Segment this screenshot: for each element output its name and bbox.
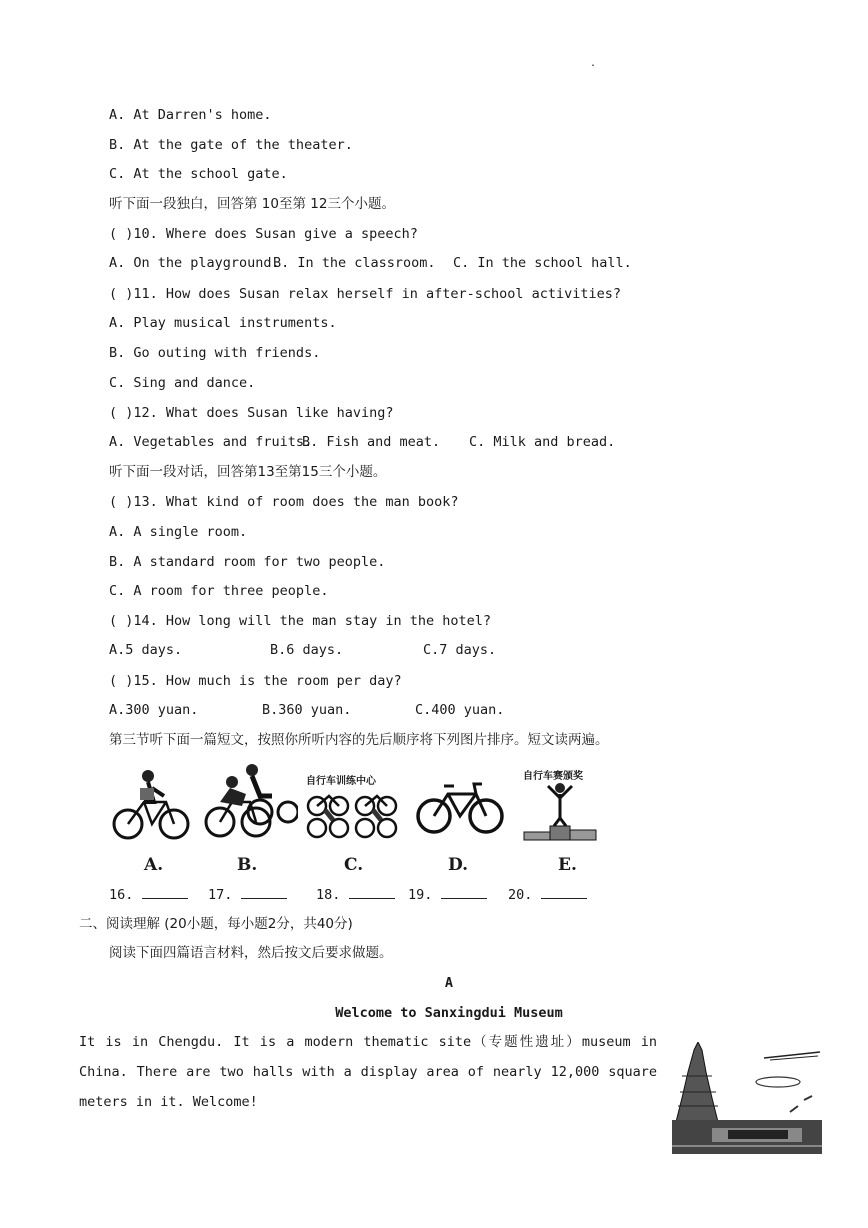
q15-option-a: A.300 yuan.: [109, 702, 199, 718]
q11-option-c: C. Sing and dance.: [109, 375, 256, 391]
q13-stem: ( )13. What kind of room does the man book?: [109, 494, 459, 510]
q10-option-a: A. On the playground.: [109, 255, 280, 271]
q9-option-c: C. At the school gate.: [109, 166, 288, 182]
q11-stem: ( )11. How does Susan relax herself in after-school activities?: [109, 286, 622, 302]
q12-stem: ( )12. What does Susan like having?: [109, 405, 394, 421]
answer-20-blank[interactable]: [541, 886, 587, 899]
q12-option-c: C. Milk and bread.: [469, 434, 616, 450]
answer-17[interactable]: [208, 886, 287, 903]
section3-instruction: 第三节听下面一篇短文，按照你所听内容的先后顺序将下列图片排序。短文读两遍。: [109, 732, 609, 748]
answer-20[interactable]: [508, 886, 587, 903]
part2-instruction: 阅读下面四篇语言材料，然后按文后要求做题。: [109, 945, 393, 961]
picture-label-a: A.: [144, 855, 164, 875]
picture-c-bikes: [305, 786, 399, 846]
answer-18[interactable]: [316, 886, 395, 903]
picture-label-d: D.: [448, 855, 469, 875]
answer-20-number: 20.: [508, 887, 533, 903]
q10-stem: ( )10. Where does Susan give a speech?: [109, 226, 418, 242]
q12-option-a: A. Vegetables and fruits.: [109, 434, 313, 450]
part2-heading: 二、阅读理解 (20小题，每小题2分，共40分): [79, 916, 353, 932]
q14-option-c: C.7 days.: [423, 642, 497, 658]
picture-b-two-cyclists: [202, 762, 298, 842]
q13-option-a: A. A single room.: [109, 524, 248, 540]
q9-option-b: B. At the gate of the theater.: [109, 137, 353, 153]
monologue-instruction: 听下面一段独白，回答第 10至第 12三个小题。: [109, 196, 395, 212]
q14-option-a: A.5 days.: [109, 642, 183, 658]
page-mark: .: [590, 58, 597, 69]
q15-stem: ( )15. How much is the room per day?: [109, 673, 402, 689]
picture-label-c: C.: [344, 855, 364, 875]
answer-16-blank[interactable]: [142, 886, 188, 899]
answer-19[interactable]: [408, 886, 487, 903]
q15-option-c: C.400 yuan.: [415, 702, 505, 718]
picture-label-e: E.: [558, 855, 577, 875]
answer-17-number: 17.: [208, 887, 233, 903]
q14-stem: ( )14. How long will the man stay in the hotel?: [109, 613, 492, 629]
passage-letter: A: [444, 975, 454, 991]
q10-option-c: C. In the school hall.: [453, 255, 632, 271]
q13-option-c: C. A room for three people.: [109, 583, 329, 599]
museum-illustration: [672, 1042, 822, 1154]
q12-option-b: B. Fish and meat.: [302, 434, 441, 450]
answer-16[interactable]: [109, 886, 188, 903]
q11-option-a: A. Play musical instruments.: [109, 315, 337, 331]
passage-title: Welcome to Sanxingdui Museum: [335, 1005, 563, 1021]
q15-option-b: B.360 yuan.: [262, 702, 352, 718]
passage-paragraph: It is in Chengdu. It is a modern thematic site（专题性遗址）museum in China. There are two halls with a display area of nearly 12,000 square meters in it. Welcome!: [79, 1034, 657, 1110]
answer-17-blank[interactable]: [241, 886, 287, 899]
answer-18-number: 18.: [316, 887, 341, 903]
q13-option-b: B. A standard room for two people.: [109, 554, 386, 570]
picture-d-bicycle: [414, 762, 506, 842]
answer-18-blank[interactable]: [349, 886, 395, 899]
answer-16-number: 16.: [109, 887, 134, 903]
dialogue-instruction: 听下面一段对话，回答第13至第15三个小题。: [109, 464, 387, 480]
q11-option-b: B. Go outing with friends.: [109, 345, 321, 361]
answer-19-blank[interactable]: [441, 886, 487, 899]
picture-label-b: B.: [237, 855, 258, 875]
picture-e-banner: 自行车赛颁奖: [523, 771, 583, 782]
picture-e-podium: [520, 780, 600, 842]
picture-c-banner: 自行车训练中心: [306, 776, 376, 787]
q10-option-b: B. In the classroom.: [273, 255, 436, 271]
picture-a-cyclist: [108, 762, 196, 842]
answer-19-number: 19.: [408, 887, 433, 903]
q9-option-a: A. At Darren's home.: [109, 107, 272, 123]
q14-option-b: B.6 days.: [270, 642, 344, 658]
